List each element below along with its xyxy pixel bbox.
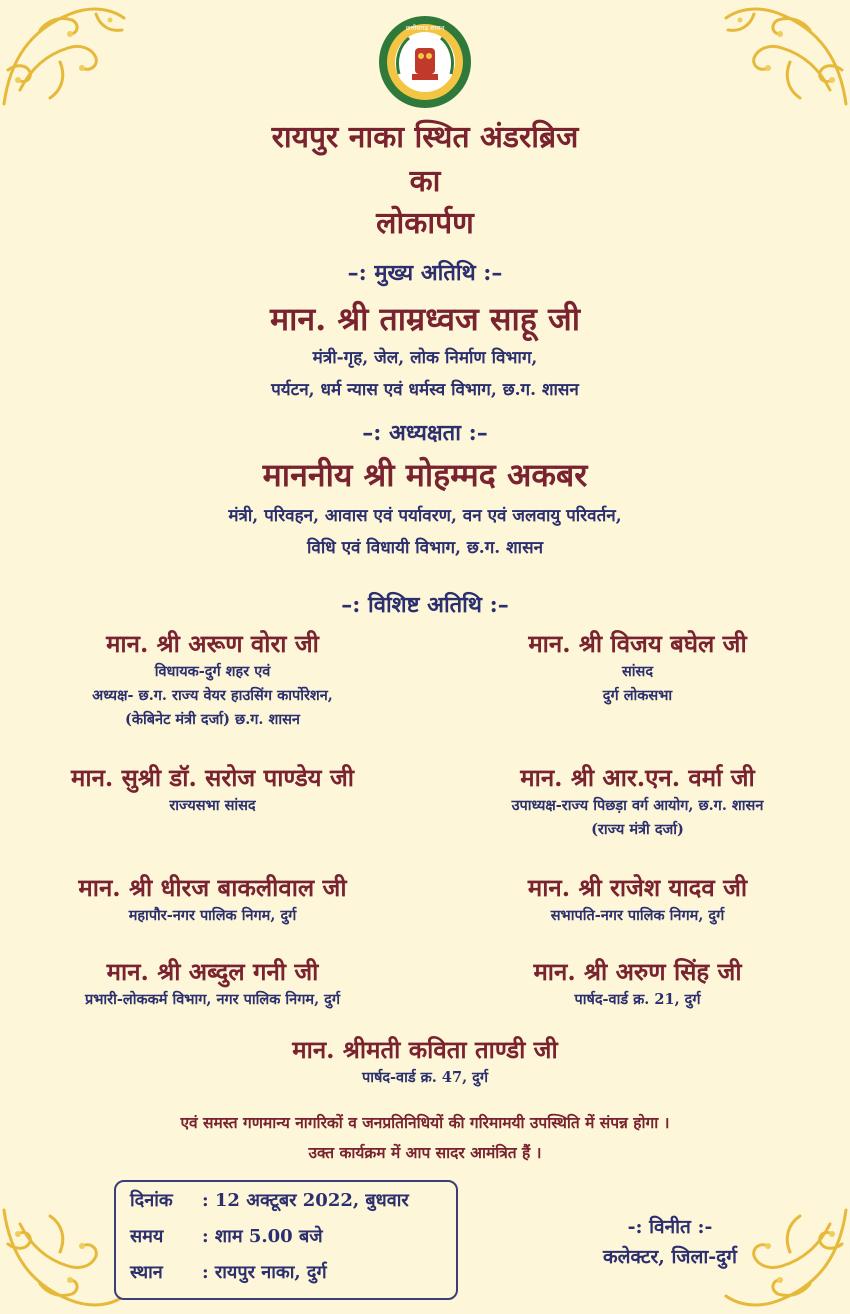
guest-desc: महापौर-नगर पालिक निगम, दुर्ग (128, 907, 297, 924)
presidency-desc-1: मंत्री, परिवहन, आवास एवं पर्यावरण, वन एवं जलवायु परिवर्तन, (228, 506, 622, 526)
time-label: समय (130, 1226, 164, 1247)
chief-guest-heading: –: मुख्य अतिथि :– (347, 260, 503, 286)
signature-heading: -: विनीत :- (627, 1216, 713, 1238)
guest-card (425, 872, 850, 928)
place-value: : रायपुर नाका, दुर्ग (202, 1262, 327, 1283)
guest-name: मान. श्री अरूण वोरा जी (106, 629, 319, 658)
closing-line-1: एवं समस्त गणमान्य नागरिकों व जनप्रतिनिधियों की गरिमामयी उपस्थिति में संपन्न होगा । (180, 1113, 670, 1132)
floral-corner-ornament (0, 1204, 130, 1314)
guest-desc: उपाध्यक्ष-राज्य पिछड़ा वर्ग आयोग, छ.ग. शासन (511, 797, 764, 814)
chief-guest-name: मान. श्री ताम्रध्वज साहू जी (269, 300, 580, 338)
chief-guest-desc-1: मंत्री-गृह, जेल, लोक निर्माण विभाग, (312, 348, 538, 368)
guest-name: मान. सुश्री डॉ. सरोज पाण्डेय जी (71, 763, 354, 792)
guest-card (0, 628, 425, 732)
state-emblem-logo (377, 14, 473, 110)
title-line-3: लोकार्पण (376, 206, 474, 241)
closing-line-2: उक्त कार्यक्रम में आप सादर आमंत्रित हैं । (308, 1143, 542, 1162)
guest-name: मान. श्री अरुण सिंह जी (533, 957, 742, 986)
emblem-ring-text: छत्तीसगढ़ शासन (405, 24, 445, 32)
guest-desc: सभापति-नगर पालिक निगम, दुर्ग (550, 907, 725, 924)
guest-desc: अध्यक्ष- छ.ग. राज्य वेयर हाउसिंग कार्पोरेशन, (92, 687, 333, 704)
guest-desc: सांसद (621, 663, 654, 680)
place-label: स्थान (130, 1262, 163, 1283)
guest-desc: (राज्य मंत्री दर्जा) (591, 821, 684, 838)
presidency-desc-2: विधि एवं विधायी विभाग, छ.ग. शासन (306, 538, 544, 558)
guest-desc: प्रभारी-लोककर्म विभाग, नगर पालिक निगम, दुर्ग (84, 991, 341, 1008)
event-place-row (130, 1260, 327, 1286)
event-time-row (130, 1224, 323, 1250)
guest-name: मान. श्री राजेश यादव जी (527, 873, 748, 902)
guest-name: मान. श्री अब्दुल गनी जी (106, 957, 319, 986)
special-guests-heading: –: विशिष्ट अतिथि :– (341, 592, 509, 618)
title-line-1: रायपुर नाका स्थित अंडरब्रिज (271, 120, 579, 155)
title-line-2: का (409, 164, 441, 199)
signature-block (560, 1212, 780, 1272)
date-value: : 12 अक्टूबर 2022, बुधवार (202, 1190, 409, 1211)
guest-card (425, 956, 850, 1012)
presidency-name: माननीय श्री मोहम्मद अकबर (262, 456, 588, 494)
date-label: दिनांक (130, 1190, 173, 1211)
guest-desc: (केबिनेट मंत्री दर्जा) छ.ग. शासन (125, 711, 300, 728)
guest-desc: विधायक-दुर्ग शहर एवं (154, 663, 271, 680)
time-value: : शाम 5.00 बजे (202, 1226, 323, 1247)
guest-card (0, 872, 425, 928)
signature-name: कलेक्टर, जिला-दुर्ग (603, 1246, 737, 1268)
guest-desc: पार्षद-वार्ड क्र. 21, दुर्ग (574, 991, 701, 1008)
guest-desc: दुर्ग लोकसभा (602, 687, 673, 704)
chief-guest-desc-2: पर्यटन, धर्म न्यास एवं धर्मस्व विभाग, छ.ग. शासन (271, 380, 579, 400)
guest-card (0, 956, 425, 1012)
guest-name: मान. श्री विजय बघेल जी (528, 629, 747, 658)
guest-name: मान. श्री धीरज बाकलीवाल जी (78, 873, 347, 902)
guest-name: मान. श्री आर.एन. वर्मा जी (520, 763, 755, 792)
guest-card (425, 628, 850, 708)
guest-card (0, 762, 425, 818)
guest-card (425, 762, 850, 842)
guest-name: मान. श्रीमती कविता ताण्डी जी (292, 1035, 558, 1064)
event-date-row (130, 1188, 409, 1214)
presidency-heading: –: अध्यक्षता :– (362, 420, 488, 446)
guest-desc: राज्यसभा सांसद (169, 797, 256, 814)
event-info-box (114, 1180, 458, 1300)
floral-corner-ornament (0, 0, 130, 110)
guest-card (0, 1034, 850, 1090)
floral-corner-ornament (720, 0, 850, 110)
guest-desc: पार्षद-वार्ड क्र. 47, दुर्ग (361, 1069, 489, 1086)
